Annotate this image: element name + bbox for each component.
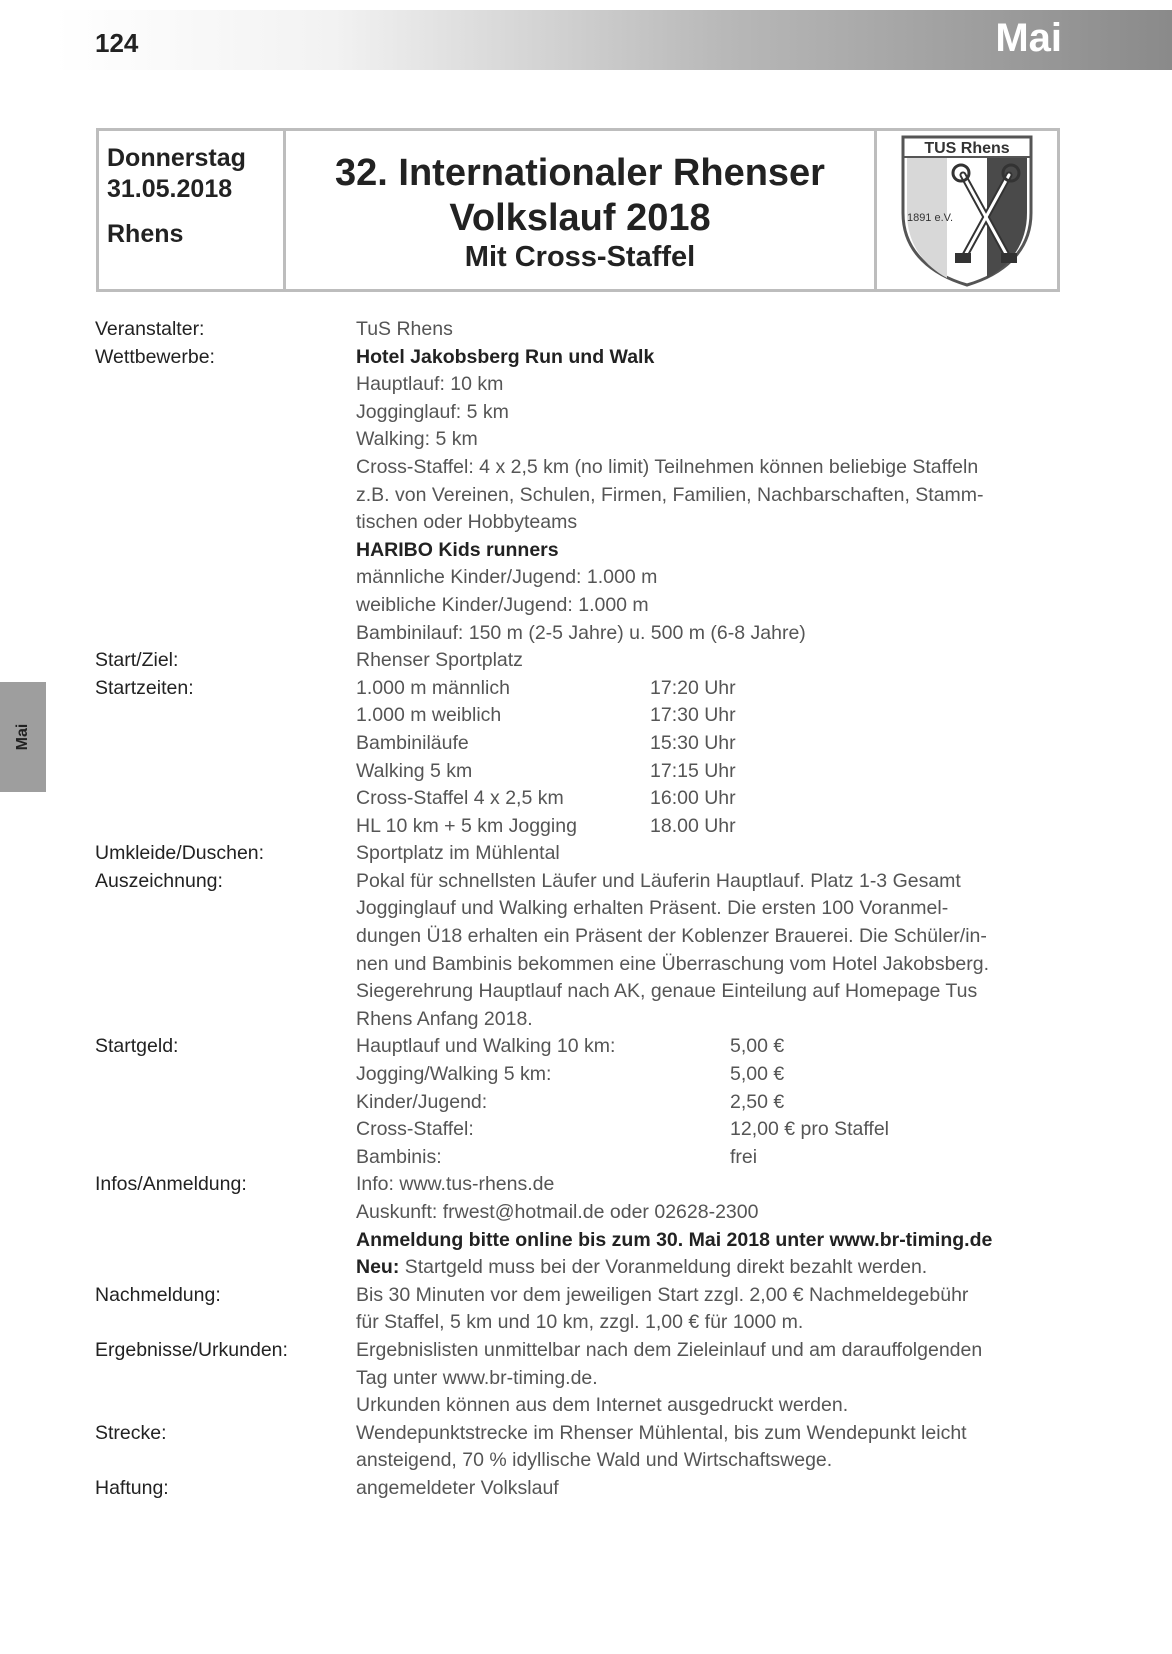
award-line: dungen Ü18 erhalten ein Präsent der Koblenzer Brauerei. Die Schüler/in- <box>356 925 987 948</box>
late-registration-line: Bis 30 Minuten vor dem jeweiligen Start zzgl. 2,00 € Nachmeldegebühr <box>356 1283 969 1306</box>
month-title: Mai <box>995 16 1062 60</box>
detail-row-strecke <box>95 1420 1065 1475</box>
detail-value: Sportplatz im Mühlental <box>356 842 560 865</box>
competition-line: männliche Kinder/Jugend: 1.000 m <box>356 566 658 589</box>
svg-text:TUS Rhens: TUS Rhens <box>924 140 1010 157</box>
fee-row: Hauptlauf und Walking 10 km: 5,00 € <box>356 1035 785 1058</box>
new-notice: Neu: Startgeld muss bei der Voranmeldung direkt bezahlt werden. <box>356 1256 928 1279</box>
detail-label: Ergebnisse/Urkunden: <box>95 1338 288 1361</box>
detail-row-ergebnisse <box>95 1337 1065 1420</box>
detail-label: Veranstalter: <box>95 318 205 340</box>
detail-label: Auszeichnung: <box>95 869 223 892</box>
event-title-line1: 32. Internationaler Rhenser <box>335 152 825 194</box>
side-tab-label: Mai <box>14 723 31 751</box>
fee-row: Jogging/Walking 5 km: 5,00 € <box>356 1063 785 1086</box>
detail-label: Startgeld: <box>95 1035 179 1058</box>
competition-line: z.B. von Vereinen, Schulen, Firmen, Familien, Nachbarschaften, Stamm- <box>356 483 984 506</box>
competition-line: Jogginglauf: 5 km <box>356 400 509 423</box>
award-line: nen und Bambinis bekommen eine Überraschung vom Hotel Jakobsberg. <box>356 952 990 975</box>
detail-row-haftung <box>95 1475 1065 1503</box>
award-line: Siegerehrung Hauptlauf nach AK, genaue Einteilung auf Homepage Tus <box>356 980 978 1003</box>
start-time-row: Bambiniläufe 15:30 Uhr <box>356 731 736 754</box>
start-time-row: 1.000 m weiblich 17:30 Uhr <box>356 704 736 727</box>
event-date-cell <box>99 131 286 289</box>
event-title-cell <box>286 131 877 289</box>
detail-label: Wettbewerbe: <box>95 345 215 368</box>
detail-row-wettbewerbe <box>95 344 1065 648</box>
late-registration-line: für Staffel, 5 km und 10 km, zzgl. 1,00 € für 1000 m. <box>356 1311 804 1334</box>
detail-row-nachmeldung <box>95 1282 1065 1337</box>
start-time-row: 1.000 m männlich 17:20 Uhr <box>356 676 736 699</box>
detail-row-veranstalter <box>95 316 1065 344</box>
event-place: Rhens <box>107 220 184 248</box>
award-line: Rhens Anfang 2018. <box>356 1007 533 1030</box>
competition-line: Walking: 5 km <box>356 428 478 451</box>
competition-heading: HARIBO Kids runners <box>356 538 559 561</box>
fee-row: Kinder/Jugend: 2,50 € <box>356 1090 785 1113</box>
detail-label: Start/Ziel: <box>95 649 179 672</box>
event-details <box>95 316 1065 1503</box>
side-tab <box>0 682 46 792</box>
start-time-row: HL 10 km + 5 km Jogging 18.00 Uhr <box>356 814 736 837</box>
fee-row: Bambinis: frei <box>356 1145 758 1168</box>
fee-row: Cross-Staffel: 12,00 € pro Staffel <box>356 1118 890 1141</box>
competition-line: weibliche Kinder/Jugend: 1.000 m <box>356 593 649 616</box>
contact-line[interactable]: Auskunft: frwest@hotmail.de oder 02628-2300 <box>356 1201 759 1223</box>
detail-label: Infos/Anmeldung: <box>95 1173 247 1196</box>
detail-value: angemeldeter Volkslauf <box>356 1476 559 1499</box>
competition-heading: Hotel Jakobsberg Run und Walk <box>356 345 655 368</box>
registration-notice: Anmeldung bitte online bis zum 30. Mai 2018 unter www.br-timing.de <box>356 1228 993 1251</box>
competition-line: Hauptlauf: 10 km <box>356 373 504 396</box>
competition-line: Bambinilauf: 150 m (2-5 Jahre) u. 500 m (6-8 Jahre) <box>356 621 806 644</box>
start-time-row: Walking 5 km 17:15 Uhr <box>356 759 736 782</box>
club-crest-icon <box>899 135 1035 287</box>
competition-line: Cross-Staffel: 4 x 2,5 km (no limit) Teilnehmen können beliebige Staffeln <box>356 455 979 478</box>
results-line: Tag unter www.br-timing.de. <box>356 1366 598 1389</box>
event-date: 31.05.2018 <box>107 175 233 203</box>
info-link[interactable]: Info: www.tus-rhens.de <box>356 1173 555 1196</box>
detail-label: Umkleide/Duschen: <box>95 842 265 865</box>
detail-value: Rhenser Sportplatz <box>356 649 523 672</box>
detail-label: Startzeiten: <box>95 676 194 699</box>
course-line: ansteigend, 70 % idyllische Wald und Wirtschaftswege. <box>356 1449 833 1472</box>
detail-row-start-ziel <box>95 647 1065 675</box>
club-logo-cell <box>877 131 1057 289</box>
course-line: Wendepunktstrecke im Rhenser Mühlental, bis zum Wendepunkt leicht <box>356 1421 967 1444</box>
event-title-line2: Volkslauf 2018 <box>449 197 711 239</box>
page-number: 124 <box>95 28 139 58</box>
detail-row-auszeichnung <box>95 868 1065 1034</box>
start-time-row: Cross-Staffel 4 x 2,5 km 16:00 Uhr <box>356 787 736 810</box>
detail-row-startzeiten <box>95 675 1065 841</box>
competition-line: tischen oder Hobbyteams <box>356 511 578 534</box>
detail-value: TuS Rhens <box>356 318 453 340</box>
event-header-box <box>96 128 1060 292</box>
event-weekday: Donnerstag <box>107 144 246 172</box>
detail-label: Strecke: <box>95 1421 167 1444</box>
detail-label: Nachmeldung: <box>95 1283 221 1306</box>
award-line: Jogginglauf und Walking erhalten Präsent. Die ersten 100 Voranmel- <box>356 897 949 920</box>
detail-label: Haftung: <box>95 1476 169 1499</box>
results-line: Urkunden können aus dem Internet ausgedruckt werden. <box>356 1394 849 1417</box>
results-line: Ergebnislisten unmittelbar nach dem Zieleinlauf und am darauffolgenden <box>356 1338 983 1361</box>
event-subtitle: Mit Cross-Staffel <box>464 241 696 273</box>
detail-row-umkleide <box>95 840 1065 868</box>
award-line: Pokal für schnellsten Läufer und Läuferin Hauptlauf. Platz 1-3 Gesamt <box>356 869 961 892</box>
detail-row-startgeld <box>95 1033 1065 1171</box>
svg-text:1891 e.V.: 1891 e.V. <box>906 212 954 224</box>
detail-row-infos <box>95 1171 1065 1281</box>
